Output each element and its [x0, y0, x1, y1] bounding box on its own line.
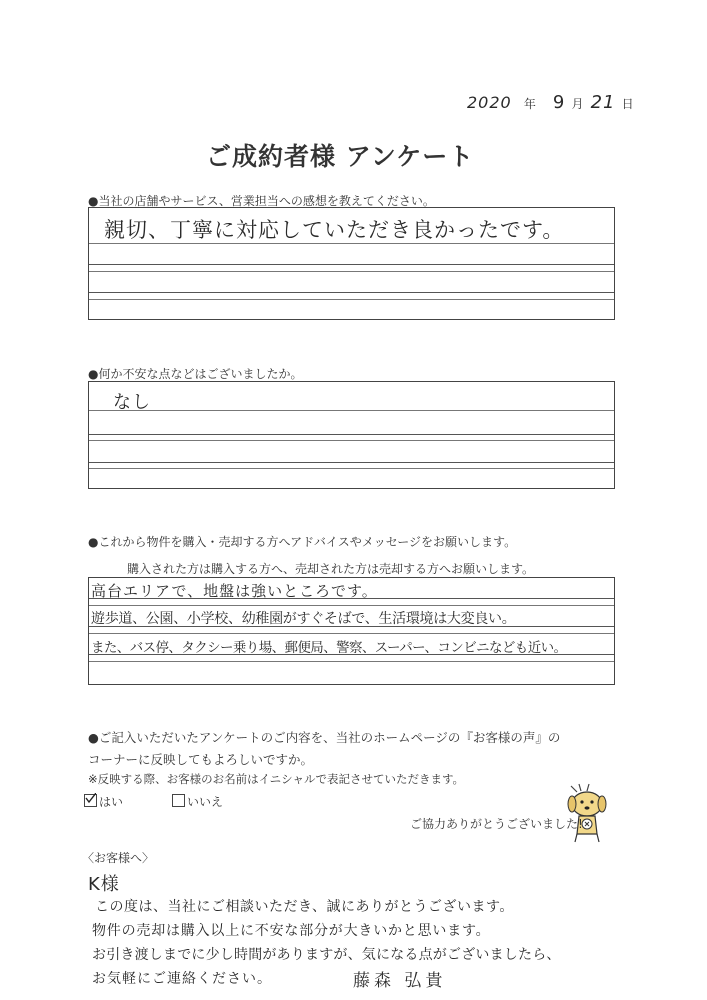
option-no-checkbox[interactable]	[172, 794, 185, 807]
to-customer-line-3: お引き渡しまでに少し時間がありますが、気になる点がございましたら、	[92, 947, 561, 963]
thanks-message: ご協力ありがとうございました!	[410, 817, 583, 831]
to-customer-line-4: お気軽にご連絡ください。	[92, 971, 272, 987]
dog-mascot-icon	[563, 782, 611, 844]
to-customer-line-2: 物件の売却は購入以上に不安な部分が大きいかと思います。	[92, 923, 491, 939]
date-year-unit: 年	[523, 97, 537, 111]
date	[467, 92, 635, 113]
question-4-label-line-2: コーナーに反映してもよろしいですか。	[88, 752, 314, 767]
date-year: 2020	[467, 93, 512, 112]
date-month-unit: 月	[571, 97, 585, 111]
question-1-label: ●当社の店舗やサービス、営業担当への感想を教えてください。	[88, 194, 435, 208]
option-yes[interactable]	[84, 793, 123, 810]
option-no-label: いいえ	[187, 795, 224, 809]
to-customer-greeting: K様	[88, 874, 120, 895]
question-2-answer: なし	[113, 392, 151, 413]
option-yes-label: はい	[99, 795, 124, 809]
option-yes-checkbox[interactable]	[84, 794, 97, 807]
question-4-note: ※反映する際、お客様のお名前はイニシャルで表記させていただきます。	[88, 772, 465, 786]
question-4-label-line-1: ●ご記入いただいたアンケートのご内容を、当社のホームページの『お客様の声』の	[88, 730, 561, 745]
to-customer-label: 〈お客様へ〉	[82, 851, 155, 865]
signature: 藤森 弘貴	[353, 971, 447, 991]
check-mark-icon	[85, 793, 96, 804]
page-title: ご成約者様 アンケート	[206, 142, 475, 171]
question-3-sublabel: 購入された方は購入する方へ、売却された方は売却する方へお願いします。	[127, 562, 535, 576]
date-month: 9	[552, 92, 566, 113]
question-3-answer-line-3: また、バス停、タクシー乗り場、郵便局、警察、スーパー、コンビニなども近い。	[91, 640, 567, 656]
question-3-label: ●これから物件を購入・売却する方へアドバイスやメッセージをお願いします。	[88, 535, 517, 549]
date-day: 21	[590, 92, 616, 113]
option-no[interactable]	[172, 793, 223, 810]
question-2-answer-box	[88, 381, 615, 489]
date-day-unit: 日	[621, 97, 635, 111]
question-1-answer: 親切、丁寧に対応していただき良かったです。	[104, 218, 565, 242]
question-2-label: ●何か不安な点などはございましたか。	[88, 367, 303, 381]
question-3-answer-line-2: 遊歩道、公園、小学校、幼稚園がすぐそばで、生活環境は大変良い。	[91, 611, 516, 627]
question-3-answer-line-1: 高台エリアで、地盤は強いところです。	[91, 582, 378, 600]
to-customer-line-1: この度は、当社にご相談いただき、誠にありがとうございます。	[95, 899, 514, 915]
